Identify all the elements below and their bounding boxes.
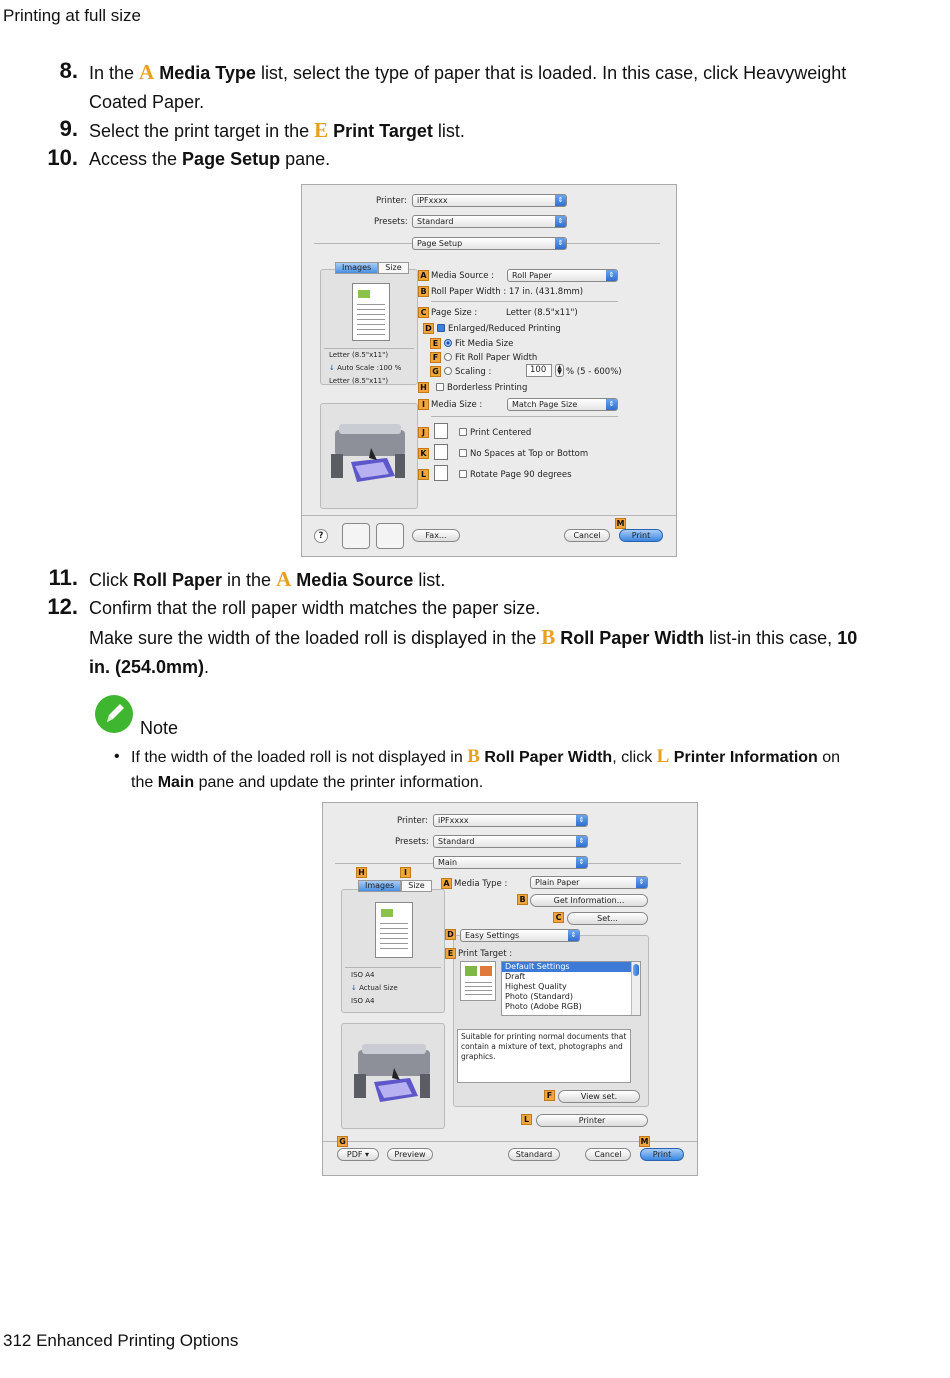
callout-letter: L bbox=[656, 746, 670, 767]
ui-term: Print Target bbox=[333, 121, 433, 141]
media-size-label: Media Size : bbox=[431, 400, 483, 410]
callout-label: C bbox=[553, 912, 564, 923]
callout-label: H bbox=[418, 382, 429, 393]
printer-illustration-icon bbox=[342, 1024, 444, 1128]
step-number: 11. bbox=[48, 565, 78, 590]
note-text bbox=[131, 744, 911, 795]
checkbox-icon bbox=[459, 449, 467, 457]
callout-label: M bbox=[616, 519, 625, 528]
rotate-page-checkbox[interactable] bbox=[459, 470, 572, 480]
step-9-text bbox=[89, 116, 465, 146]
list-item[interactable]: Draft bbox=[505, 972, 526, 981]
media-source-popup[interactable] bbox=[507, 269, 618, 282]
divider bbox=[302, 515, 676, 516]
checkbox-checked-icon bbox=[437, 324, 445, 332]
popup-arrow-icon: ⇕ bbox=[555, 238, 566, 249]
popup-arrow-icon: ⇕ bbox=[568, 930, 579, 941]
print-target-preview-icon bbox=[460, 961, 496, 1001]
printer-info-button[interactable]: Printer bbox=[536, 1114, 648, 1127]
media-type-label: Media Type : bbox=[454, 879, 508, 889]
tab-images[interactable]: Images bbox=[335, 262, 378, 274]
printer-value: iPFxxxx bbox=[417, 196, 448, 205]
pane-value: Main bbox=[438, 858, 458, 867]
callout-label: M bbox=[640, 1137, 649, 1146]
step-number: 10. bbox=[47, 145, 78, 170]
scaling-range: % (5 - 600%) bbox=[566, 367, 622, 377]
step-text-part: In the bbox=[89, 63, 140, 83]
print-button[interactable]: Print bbox=[640, 1148, 684, 1161]
pdf-button[interactable]: PDF ▾ bbox=[337, 1148, 379, 1161]
value-term: 10 bbox=[837, 628, 858, 648]
step-number: 12. bbox=[47, 594, 78, 619]
divider bbox=[431, 416, 618, 417]
checkbox-icon bbox=[436, 383, 444, 391]
presets-value: Standard bbox=[417, 217, 454, 226]
note-text-part: If the width of the loaded roll is not displayed in bbox=[131, 749, 468, 766]
borderless-checkbox[interactable] bbox=[436, 383, 527, 393]
step-number: 9. bbox=[59, 116, 78, 141]
step-text-part: . bbox=[204, 657, 210, 677]
print-target-list[interactable] bbox=[501, 961, 641, 1016]
get-information-button[interactable]: Get Information... bbox=[530, 894, 648, 907]
no-spaces-checkbox[interactable] bbox=[459, 449, 588, 459]
note-text-part: on bbox=[817, 749, 841, 766]
tab-group bbox=[358, 880, 432, 892]
pane-popup[interactable] bbox=[412, 237, 567, 250]
thumbnail-image bbox=[381, 909, 393, 917]
radio-selected-icon bbox=[444, 339, 452, 347]
callout-label: C bbox=[418, 307, 429, 318]
radio-label: Fit Media Size bbox=[455, 339, 514, 349]
printer-label: Printer: bbox=[397, 816, 428, 826]
printer-label: Printer: bbox=[376, 196, 407, 206]
preview-info-3: ISO A4 bbox=[351, 997, 375, 1005]
step-text-part: list. bbox=[413, 570, 446, 590]
radio-label: Fit Roll Paper Width bbox=[455, 353, 538, 363]
ui-term: Roll Paper bbox=[133, 570, 223, 590]
preview-icon-button[interactable] bbox=[376, 523, 404, 549]
step-number: 8. bbox=[59, 58, 78, 83]
preview-image-icon bbox=[465, 966, 477, 976]
callout-label: E bbox=[430, 338, 441, 349]
page-setup-dialog-screenshot bbox=[301, 184, 677, 557]
callout-label: B bbox=[418, 286, 429, 297]
step-text-part: Select the print target in the bbox=[89, 121, 315, 141]
callout-label: F bbox=[544, 1090, 555, 1101]
scaling-stepper[interactable]: ▲ ▼ bbox=[555, 364, 564, 377]
presets-label: Presets: bbox=[395, 837, 429, 847]
scale-text: Auto Scale :100 % bbox=[337, 364, 402, 372]
callout-letter: A bbox=[276, 567, 292, 591]
checkbox-label: No Spaces at Top or Bottom bbox=[470, 449, 589, 459]
value-term: in. (254.0mm) bbox=[89, 657, 205, 677]
radio-icon bbox=[444, 367, 452, 375]
callout-label: L bbox=[521, 1114, 532, 1125]
utility-icon-button[interactable] bbox=[342, 523, 370, 549]
callout-label: G bbox=[430, 366, 441, 377]
tab-images[interactable]: Images bbox=[358, 880, 401, 892]
popup-arrow-icon: ⇕ bbox=[555, 216, 566, 227]
callout-label: J bbox=[418, 427, 429, 438]
preview-text-icon bbox=[465, 982, 492, 996]
popup-arrow-icon: ⇕ bbox=[576, 836, 587, 847]
callout-letter: E bbox=[314, 118, 329, 142]
ui-term: Media Type bbox=[159, 63, 256, 83]
popup-arrow-icon: ⇕ bbox=[555, 195, 566, 206]
divider bbox=[324, 348, 414, 349]
media-type-value: Plain Paper bbox=[535, 878, 580, 887]
radio-icon bbox=[444, 353, 452, 361]
rotate-page-icon bbox=[434, 465, 448, 481]
callout-label: D bbox=[423, 323, 434, 334]
preview-info-1: Letter (8.5"x11") bbox=[329, 351, 389, 359]
callout-label: F bbox=[430, 352, 441, 363]
pane-value: Page Setup bbox=[417, 239, 463, 248]
page-size-label: Page Size : bbox=[431, 308, 478, 318]
cancel-button[interactable]: Cancel bbox=[564, 529, 610, 542]
note-title: Note bbox=[140, 718, 179, 738]
page-thumbnail bbox=[352, 283, 390, 341]
checkbox-label: Print Centered bbox=[470, 428, 532, 438]
preview-info-2 bbox=[351, 984, 398, 992]
scrollbar[interactable] bbox=[631, 962, 640, 1015]
step-text-part: Click bbox=[89, 570, 133, 590]
popup-arrow-icon: ⇕ bbox=[576, 815, 587, 826]
scaling-radio[interactable] bbox=[444, 367, 491, 377]
page-thumbnail bbox=[375, 902, 413, 958]
callout-label: A bbox=[418, 270, 429, 281]
step-text-part: pane. bbox=[280, 149, 331, 169]
callout-letter: B bbox=[541, 625, 556, 649]
callout-label: L bbox=[418, 469, 429, 480]
media-size-popup[interactable] bbox=[507, 398, 618, 411]
help-button[interactable]: ? bbox=[314, 529, 328, 543]
no-spaces-icon bbox=[434, 444, 448, 460]
callout-letter: B bbox=[467, 746, 480, 767]
ui-term: Roll Paper Width bbox=[484, 749, 613, 766]
scale-text: Actual Size bbox=[359, 984, 398, 992]
step-text-part: Confirm that the roll paper width matches the paper size. bbox=[89, 598, 541, 618]
ui-term: Page Setup bbox=[182, 149, 281, 169]
list-item[interactable]: Photo (Standard) bbox=[505, 992, 573, 1001]
callout-label: G bbox=[337, 1136, 348, 1147]
checkbox-label: Borderless Printing bbox=[447, 383, 528, 393]
preview-button[interactable]: Preview bbox=[387, 1148, 433, 1161]
step-text-part: Coated Paper. bbox=[89, 92, 205, 112]
easy-settings-value: Easy Settings bbox=[465, 931, 520, 940]
preview-info-2 bbox=[329, 364, 401, 372]
step-12-text bbox=[89, 594, 919, 682]
print-centered-icon bbox=[434, 423, 448, 439]
radio-label: Scaling : bbox=[455, 367, 492, 377]
checkbox-label: Rotate Page 90 degrees bbox=[470, 470, 572, 480]
preview-info-1: ISO A4 bbox=[351, 971, 375, 979]
popup-arrow-icon: ⇕ bbox=[636, 877, 647, 888]
printer-image-panel bbox=[341, 1023, 445, 1129]
printer-illustration-icon bbox=[321, 404, 417, 508]
scaling-input[interactable]: 100 bbox=[526, 364, 552, 377]
checkbox-icon bbox=[459, 428, 467, 436]
presets-label: Presets: bbox=[374, 217, 408, 227]
printer-value: iPFxxxx bbox=[438, 816, 469, 825]
divider bbox=[431, 301, 618, 302]
roll-paper-width: Roll Paper Width : 17 in. (431.8mm) bbox=[431, 287, 584, 297]
callout-label: B bbox=[517, 894, 528, 905]
print-centered-checkbox[interactable] bbox=[459, 428, 531, 438]
note-bullet: • bbox=[114, 748, 120, 765]
fit-media-size-radio[interactable] bbox=[444, 339, 513, 349]
callout-label: K bbox=[418, 448, 429, 459]
callout-label: I bbox=[418, 399, 429, 410]
step-text-part: list. bbox=[432, 121, 465, 141]
callout-label: E bbox=[445, 948, 456, 959]
presets-popup[interactable] bbox=[412, 215, 567, 228]
cancel-button[interactable]: Cancel bbox=[585, 1148, 631, 1161]
media-source-value: Roll Paper bbox=[512, 271, 552, 280]
tab-size[interactable]: Size bbox=[401, 880, 431, 892]
scrollbar-thumb[interactable] bbox=[633, 964, 639, 976]
list-item-selected[interactable]: Default Settings bbox=[502, 962, 640, 972]
standard-button[interactable]: Standard bbox=[508, 1148, 560, 1161]
printer-popup[interactable] bbox=[433, 814, 588, 827]
popup-arrow-icon: ⇕ bbox=[606, 270, 617, 281]
page-size-value: Letter (8.5"x11") bbox=[506, 308, 578, 318]
set-button[interactable]: Set... bbox=[567, 912, 648, 925]
callout-label: D bbox=[445, 929, 456, 940]
ui-term: Main bbox=[157, 774, 195, 791]
callout-label: I bbox=[400, 867, 411, 878]
step-text-part: list, select the type of paper that is loaded. In this case, click Heavyweight bbox=[255, 63, 847, 83]
print-button[interactable]: Print bbox=[619, 529, 663, 542]
media-source-label: Media Source : bbox=[431, 271, 494, 281]
preview-info-3: Letter (8.5"x11") bbox=[329, 377, 389, 385]
step-10-text bbox=[89, 145, 330, 174]
list-item[interactable]: Photo (Adobe RGB) bbox=[505, 1002, 582, 1011]
media-type-popup[interactable] bbox=[530, 876, 648, 889]
step-text-part: list-in this case, bbox=[704, 628, 838, 648]
presets-value: Standard bbox=[438, 837, 475, 846]
list-item[interactable]: Highest Quality bbox=[505, 982, 567, 991]
ui-term: Roll Paper Width bbox=[560, 628, 705, 648]
step-text-part: Make sure the width of the loaded roll is displayed in the bbox=[89, 628, 542, 648]
callout-label: H bbox=[356, 867, 367, 878]
note-pencil-icon bbox=[94, 694, 134, 734]
note-text-part: , click bbox=[612, 749, 657, 766]
popup-arrow-icon: ⇕ bbox=[576, 857, 587, 868]
easy-settings-popup[interactable] bbox=[460, 929, 580, 942]
fit-roll-width-radio[interactable] bbox=[444, 353, 537, 363]
arrow-down-icon: ↓ bbox=[329, 364, 335, 372]
media-size-value: Match Page Size bbox=[512, 400, 578, 409]
step-text-part: in the bbox=[222, 570, 277, 590]
divider bbox=[345, 967, 441, 968]
print-target-label: Print Target : bbox=[458, 949, 513, 959]
enlarged-reduced-checkbox[interactable] bbox=[437, 324, 561, 334]
callout-letter: A bbox=[139, 60, 155, 84]
tab-group bbox=[335, 262, 409, 274]
printer-image-panel bbox=[320, 403, 418, 509]
pane-popup[interactable] bbox=[433, 856, 588, 869]
page-header: Printing at full size bbox=[3, 6, 141, 25]
main-dialog-screenshot bbox=[322, 802, 698, 1176]
arrow-down-icon: ↓ bbox=[351, 984, 357, 992]
thumbnail-image bbox=[358, 290, 370, 298]
view-set-button[interactable]: View set. bbox=[558, 1090, 640, 1103]
tab-size[interactable]: Size bbox=[378, 262, 408, 274]
ui-term: Printer Information bbox=[673, 749, 818, 766]
presets-popup[interactable] bbox=[433, 835, 588, 848]
callout-label: A bbox=[441, 878, 452, 889]
description-box: Suitable for printing normal documents that contain a mixture of text, photographs and graphics. bbox=[457, 1029, 631, 1083]
step-text-part: Access the bbox=[89, 149, 183, 169]
note-text-part: the bbox=[131, 774, 158, 791]
checkbox-icon bbox=[459, 470, 467, 478]
ui-term: Media Source bbox=[296, 570, 414, 590]
note-text-part: pane and update the printer information. bbox=[194, 774, 484, 791]
step-8-text bbox=[89, 58, 919, 117]
preview-image-icon bbox=[480, 966, 492, 976]
printer-popup[interactable] bbox=[412, 194, 567, 207]
popup-arrow-icon: ⇕ bbox=[606, 399, 617, 410]
step-11-text bbox=[89, 565, 445, 595]
page-footer: 312 Enhanced Printing Options bbox=[3, 1331, 239, 1350]
checkbox-label: Enlarged/Reduced Printing bbox=[448, 324, 561, 334]
fax-button[interactable]: Fax... bbox=[412, 529, 460, 542]
